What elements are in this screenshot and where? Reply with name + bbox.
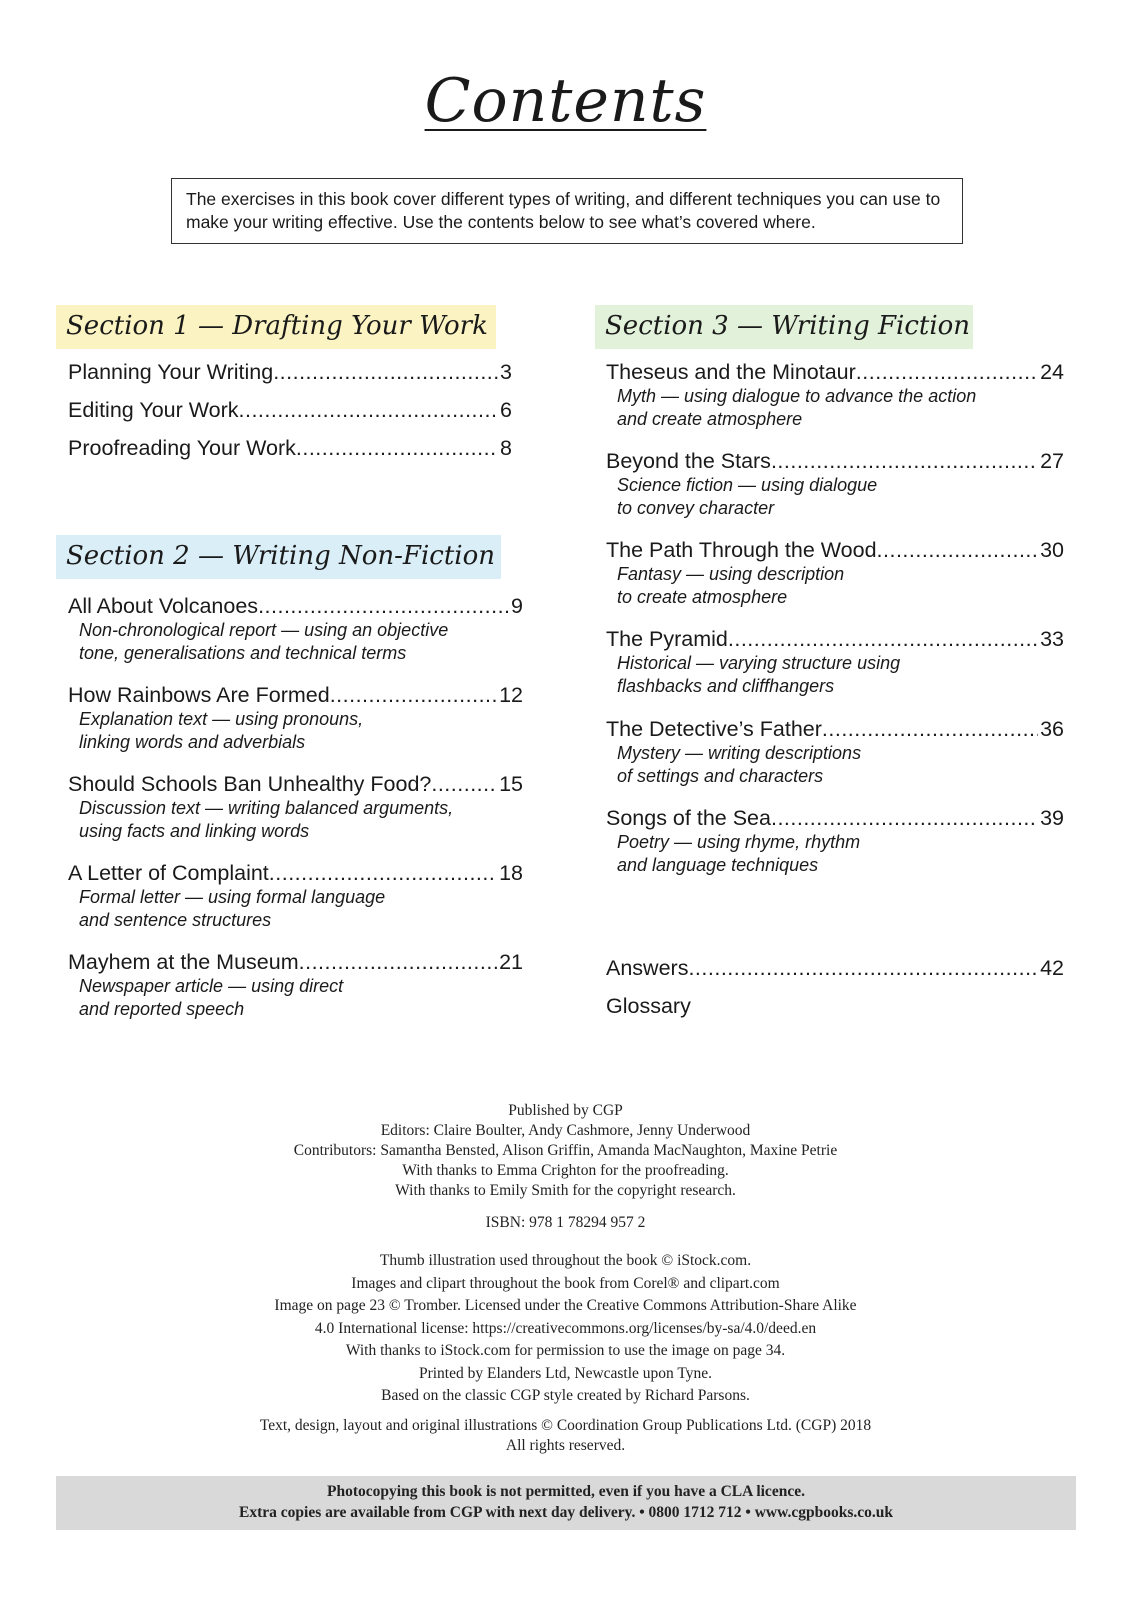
entry-page: 24 — [1040, 360, 1064, 384]
entry-description: and create atmosphere — [617, 409, 803, 429]
toc-entry-proofreading[interactable] — [68, 435, 512, 461]
entry-page: 6 — [500, 398, 512, 422]
entry-title: Proofreading Your Work — [68, 436, 296, 460]
toc-entry-unhealthy-food[interactable] — [68, 771, 523, 843]
credits-block — [0, 1101, 1131, 1201]
notice-line-1: Photocopying this book is not permitted, even if you have a CLA licence. — [327, 1483, 805, 1500]
entry-description: to convey character — [617, 498, 775, 518]
entry-description: linking words and adverbials — [79, 732, 306, 752]
toc-entry-theseus[interactable] — [606, 359, 1064, 431]
entry-title: The Pyramid — [606, 627, 728, 651]
entry-description: and language techniques — [617, 855, 819, 875]
toc-entry-beyond-stars[interactable] — [606, 448, 1064, 520]
license-line: 4.0 International license: https://creativecommons.org/licenses/by-sa/4.0/deed.en — [314, 1319, 817, 1337]
entry-page: 39 — [1040, 806, 1064, 830]
toc-entry-editing[interactable] — [68, 397, 512, 423]
based-on: Based on the classic CGP style created by Richard Parsons. — [381, 1387, 750, 1404]
entry-page: 33 — [1040, 627, 1064, 651]
toc-entry-volcanoes[interactable] — [68, 593, 523, 665]
entry-page: 15 — [499, 772, 523, 796]
entry-page: 8 — [500, 436, 512, 460]
entry-description: and reported speech — [79, 999, 245, 1019]
entry-description: tone, generalisations and technical terms — [79, 643, 407, 663]
entry-title: A Letter of Complaint — [68, 861, 269, 885]
entry-description: Fantasy — using description — [617, 564, 845, 584]
copyright-line: Text, design, layout and original illustrations © Coordination Group Publications Ltd. (CGP) 2018 — [259, 1417, 872, 1434]
thanks-copyright: With thanks to Emily Smith for the copyright research. — [395, 1182, 736, 1199]
entry-title: Answers — [606, 956, 689, 980]
published-by: Published by CGP — [508, 1102, 623, 1119]
toc-entry-rainbows[interactable] — [68, 682, 523, 754]
leader-dots — [856, 359, 1038, 385]
entry-description: Mystery — writing descriptions — [617, 743, 862, 763]
isbn: ISBN: 978 1 78294 957 2 — [485, 1214, 646, 1231]
entry-page: 9 — [511, 594, 523, 618]
entry-title: Mayhem at the Museum — [68, 950, 299, 974]
photocopy-notice — [56, 1476, 1076, 1530]
entry-page: 30 — [1040, 538, 1064, 562]
images-credit: Images and clipart throughout the book from Corel® and clipart.com — [351, 1274, 780, 1292]
entry-description: Science fiction — using dialogue — [617, 475, 878, 495]
entry-description: using facts and linking words — [79, 821, 310, 841]
section-3-heading: Section 3 — Writing Fiction — [595, 305, 973, 349]
image-23-credit: Image on page 23 © Tromber. Licensed under the Creative Commons Attribution-Share Alike — [274, 1297, 857, 1314]
istock-thanks: With thanks to iStock.com for permission to use the image on page 34. — [345, 1342, 786, 1359]
entry-description: Myth — using dialogue to advance the action — [617, 386, 977, 406]
toc-entry-answers[interactable] — [606, 955, 1064, 981]
intro-box: The exercises in this book cover different types of writing, and different techniques you can use to make your writing effective. Use the contents below to see what’s covered where. — [171, 178, 963, 244]
section-2-heading: Section 2 — Writing Non-Fiction — [56, 535, 501, 579]
entry-title: The Detective’s Father — [606, 717, 822, 741]
toc-entry-songs-sea[interactable] — [606, 805, 1064, 877]
toc-entry-planning[interactable] — [68, 359, 512, 385]
printed-by: Printed by Elanders Ltd, Newcastle upon Tyne. — [418, 1364, 713, 1382]
editors: Editors: Claire Boulter, Andy Cashmore, Jenny Underwood — [380, 1122, 751, 1139]
entry-page: 36 — [1040, 717, 1064, 741]
toc-entry-glossary[interactable] — [606, 993, 1064, 1019]
entry-title: All About Volcanoes — [68, 594, 259, 618]
contributors: Contributors: Samantha Bensted, Alison Griffin, Amanda MacNaughton, Maxine Petrie — [293, 1142, 838, 1159]
entry-description: Historical — varying structure using — [617, 653, 901, 673]
entry-title: Theseus and the Minotaur — [606, 360, 856, 384]
toc-entry-museum[interactable] — [68, 949, 523, 1021]
entry-page: 21 — [499, 950, 523, 974]
leader-dots — [431, 771, 497, 797]
leader-dots — [877, 537, 1039, 563]
leader-dots — [728, 626, 1038, 652]
thumb-credit: Thumb illustration used throughout the book © iStock.com. — [379, 1252, 752, 1269]
entry-description: flashbacks and cliffhangers — [617, 676, 835, 696]
leader-dots — [269, 860, 497, 886]
leader-dots — [273, 359, 498, 385]
thanks-proofreading: With thanks to Emma Crighton for the proofreading. — [402, 1162, 729, 1179]
leader-dots — [296, 435, 498, 461]
leader-dots — [771, 805, 1038, 831]
entry-title: Songs of the Sea — [606, 806, 771, 830]
leader-dots — [239, 397, 499, 423]
entry-description: of settings and characters — [617, 766, 824, 786]
entry-page: 12 — [499, 683, 523, 707]
entry-description: Newspaper article — using direct — [79, 976, 344, 996]
entry-title: Glossary — [606, 994, 691, 1018]
entry-page: 18 — [499, 861, 523, 885]
section-1-heading: Section 1 — Drafting Your Work — [56, 305, 496, 349]
entry-title: How Rainbows Are Formed — [68, 683, 330, 707]
entry-description: Formal letter — using formal language — [79, 887, 386, 907]
leader-dots — [258, 593, 509, 619]
entry-page: 27 — [1040, 449, 1064, 473]
entry-description: Discussion text — writing balanced arguments, — [79, 798, 454, 818]
entry-title: The Path Through the Wood — [606, 538, 877, 562]
entry-description: Explanation text — using pronouns, — [79, 709, 364, 729]
image-credits — [0, 1250, 1131, 1408]
leader-dots — [330, 682, 497, 708]
entry-description: and sentence structures — [79, 910, 272, 930]
leader-dots — [822, 716, 1038, 742]
toc-entry-path-wood[interactable] — [606, 537, 1064, 609]
page-title: Contents — [424, 66, 707, 136]
entry-title: Planning Your Writing — [68, 360, 274, 384]
entry-description: Poetry — using rhyme, rhythm — [617, 832, 861, 852]
entry-title: Should Schools Ban Unhealthy Food? — [68, 772, 432, 796]
toc-entry-pyramid[interactable] — [606, 626, 1064, 698]
leader-dots — [771, 448, 1038, 474]
entry-description: to create atmosphere — [617, 587, 788, 607]
entry-title: Beyond the Stars — [606, 449, 771, 473]
toc-entry-letter[interactable] — [68, 860, 523, 932]
entry-title: Editing Your Work — [68, 398, 239, 422]
rights-line: All rights reserved. — [505, 1437, 626, 1454]
entry-description: Non-chronological report — using an objective — [79, 620, 449, 640]
notice-line-2: Extra copies are available from CGP with next day delivery. • 0800 1712 712 • www.cgpbooks.co.uk — [239, 1504, 893, 1521]
toc-entry-detective[interactable] — [606, 716, 1064, 788]
copyright-block — [0, 1416, 1131, 1456]
entry-page: 42 — [1040, 956, 1064, 980]
leader-dots — [299, 949, 497, 975]
leader-dots — [688, 955, 1038, 981]
entry-page: 3 — [500, 360, 512, 384]
